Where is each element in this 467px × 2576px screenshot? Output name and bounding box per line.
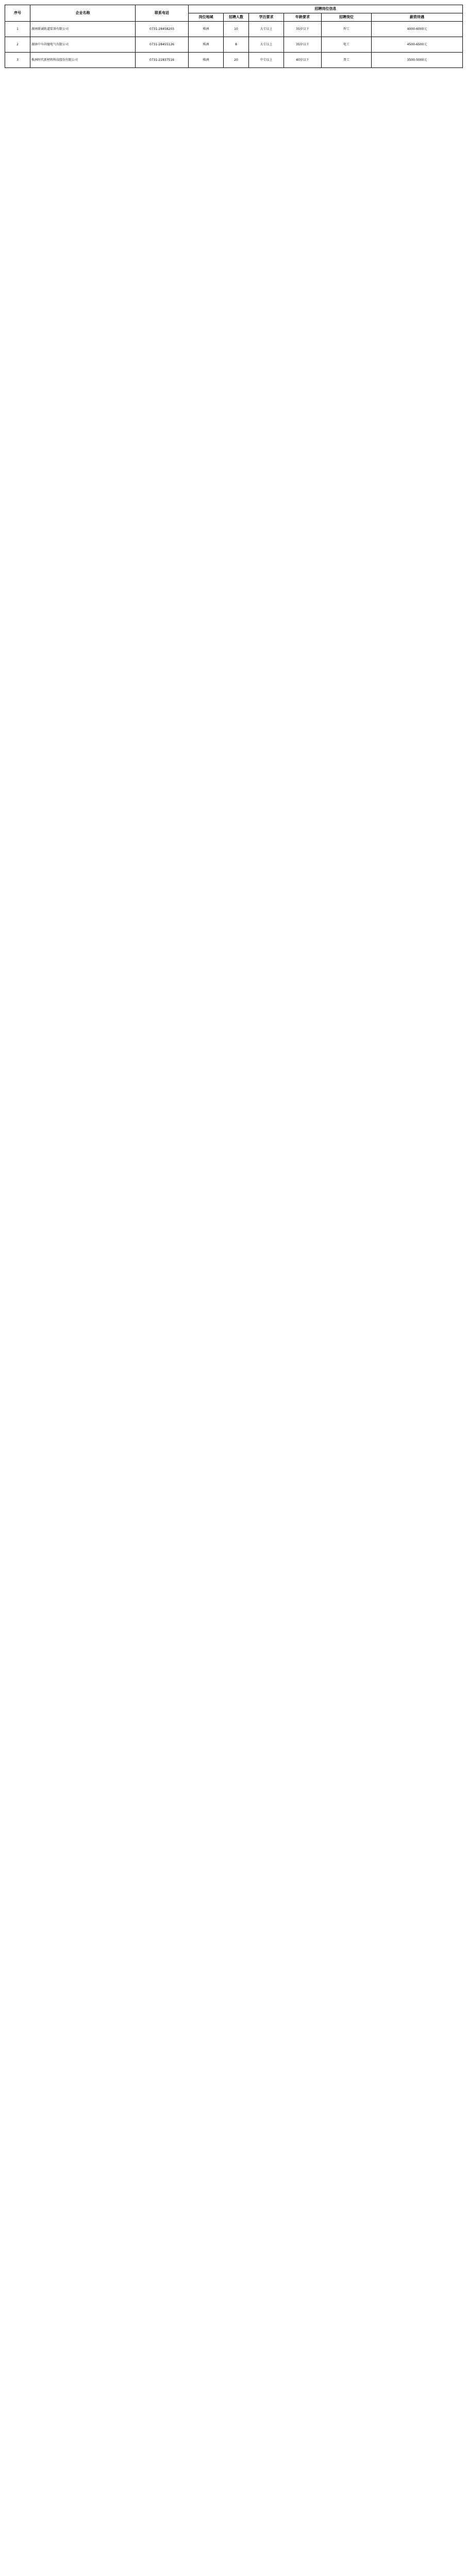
header-region: 岗位地域: [189, 13, 224, 22]
cell-company: 株洲时代新材料科技股份有限公司: [30, 53, 136, 68]
table-row: [5, 53, 463, 68]
cell-age: 40岁以下: [284, 53, 322, 68]
table-body: [5, 22, 463, 68]
cell-index: 1: [5, 22, 30, 37]
header-group: 招聘岗位信息: [189, 5, 463, 13]
table-header: [5, 5, 463, 22]
cell-position: 电工: [322, 37, 372, 53]
cell-index: 3: [5, 53, 30, 68]
cell-phone: 0731-22837516: [136, 53, 189, 68]
cell-salary: 4500-6500元: [372, 37, 463, 53]
cell-region: 株洲: [189, 22, 224, 37]
cell-index: 2: [5, 37, 30, 53]
header-position: 招聘岗位: [322, 13, 372, 22]
header-phone: 联系电话: [136, 5, 189, 22]
cell-count: 10: [224, 22, 249, 37]
header-age: 年龄要求: [284, 13, 322, 22]
cell-salary: 4000-6000元: [372, 22, 463, 37]
cell-position: 焊工: [322, 22, 372, 37]
cell-salary: 3500-5000元: [372, 53, 463, 68]
cell-count: 8: [224, 37, 249, 53]
cell-phone: 0731-28458203: [136, 22, 189, 37]
cell-education: 大专以上: [249, 37, 284, 53]
cell-company: 湖南联诚轨道装备有限公司: [30, 22, 136, 37]
cell-age: 35岁以下: [284, 37, 322, 53]
header-salary: 薪资待遇: [372, 13, 463, 22]
cell-phone: 0731-28455126: [136, 37, 189, 53]
recruitment-table: [5, 5, 463, 68]
cell-age: 35岁以下: [284, 22, 322, 37]
header-index: 序号: [5, 5, 30, 22]
cell-region: 株洲: [189, 53, 224, 68]
cell-education: 大专以上: [249, 22, 284, 37]
header-education: 学历要求: [249, 13, 284, 22]
cell-company: 湖南中车尚驰电气有限公司: [30, 37, 136, 53]
cell-count: 20: [224, 53, 249, 68]
cell-education: 中专以上: [249, 53, 284, 68]
header-count: 招聘人数: [224, 13, 249, 22]
table-row: [5, 37, 463, 53]
cell-position: 普工: [322, 53, 372, 68]
cell-region: 株洲: [189, 37, 224, 53]
table-row: [5, 22, 463, 37]
header-company: 企业名称: [30, 5, 136, 22]
